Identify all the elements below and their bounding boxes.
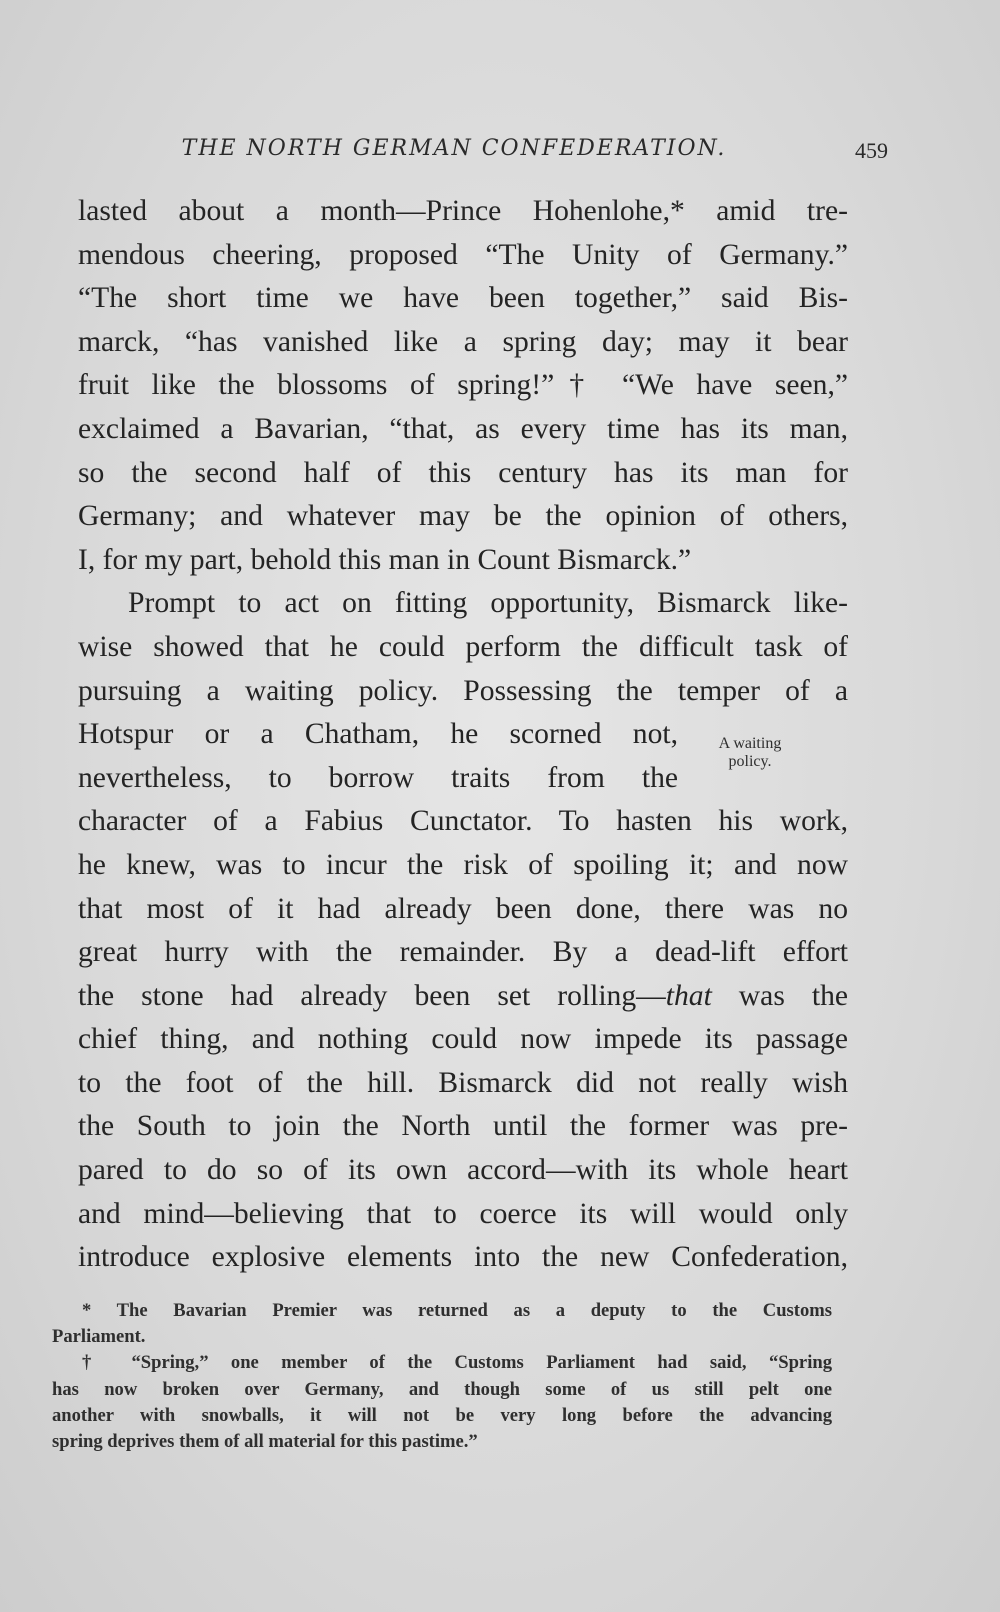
text-line: to the foot of the hill. Bismarck did not really wish — [78, 1066, 848, 1099]
text-line-with-italic — [78, 975, 848, 1019]
text-line: pursuing a waiting policy. Possessing the temper of a — [78, 674, 848, 707]
footnote-line: Parliament. — [52, 1326, 146, 1348]
margin-note — [690, 735, 810, 771]
footnote-line: spring deprives them of all material for this pastime.” — [52, 1431, 478, 1453]
text-line: the South to join the North until the former was pre- — [78, 1110, 848, 1143]
text-segment: the stone had already been set rolling— — [78, 979, 666, 1012]
running-title: THE NORTH GERMAN CONFEDERATION. — [181, 136, 727, 161]
margin-note-line: policy. — [728, 753, 772, 770]
footnotes — [52, 1298, 832, 1455]
text-line: Prompt to act on fitting opportunity, Bismarck like- — [128, 587, 848, 620]
page-number: 459 — [855, 138, 888, 163]
text-line: introduce explosive elements into the new Confederation, — [78, 1241, 848, 1274]
text-line: marck, “has vanished like a spring day; may it bear — [78, 325, 848, 358]
text-line: so the second half of this century has its man for — [78, 456, 848, 489]
text-line: he knew, was to incur the risk of spoiling it; and now — [78, 848, 848, 881]
text-line: lasted about a month—Prince Hohenlohe,* amid tre- — [78, 195, 848, 227]
footnote-line: has now broken over Germany, and though some of us still pelt one — [52, 1378, 832, 1400]
text-line: nevertheless, to borrow traits from the — [78, 761, 678, 794]
text-line: great hurry with the remainder. By a dead-lift effort — [78, 936, 848, 969]
text-line: wise showed that he could perform the difficult task of — [78, 630, 848, 663]
text-line: that most of it had already been done, there was no — [78, 892, 848, 925]
page-header — [78, 136, 890, 172]
text-line: “The short time we have been together,” said Bis- — [78, 282, 848, 315]
text-line: and mind—believing that to coerce its will would only — [78, 1197, 848, 1230]
text-line: mendous cheering, proposed “The Unity of Germany.” — [78, 238, 848, 271]
text-line: exclaimed a Bavarian, “that, as every time has its man, — [78, 412, 848, 445]
margin-note-line: A waiting — [718, 735, 782, 752]
footnote-line: * The Bavarian Premier was returned as a deputy to the Customs — [82, 1300, 832, 1321]
text-line: fruit like the blossoms of spring!”† “We have seen,” — [78, 369, 848, 402]
italic-word: that — [665, 979, 712, 1012]
text-line: Hotspur or a Chatham, he scorned not, — [78, 718, 678, 751]
text-segment: was the — [711, 979, 848, 1012]
text-line: I, for my part, behold this man in Count Bismarck.” — [78, 543, 692, 576]
text-line: pared to do so of its own accord—with its whole heart — [78, 1154, 848, 1187]
footnote-line: another with snowballs, it will not be very long before the advancing — [52, 1404, 832, 1426]
text-line: chief thing, and nothing could now impede its passage — [78, 1023, 848, 1056]
text-line: character of a Fabius Cunctator. To hasten his work, — [78, 805, 848, 838]
footnote-line: † “Spring,” one member of the Customs Parliament had said, “Spring — [82, 1352, 832, 1374]
text-line: Germany; and whatever may be the opinion of others, — [78, 500, 848, 533]
